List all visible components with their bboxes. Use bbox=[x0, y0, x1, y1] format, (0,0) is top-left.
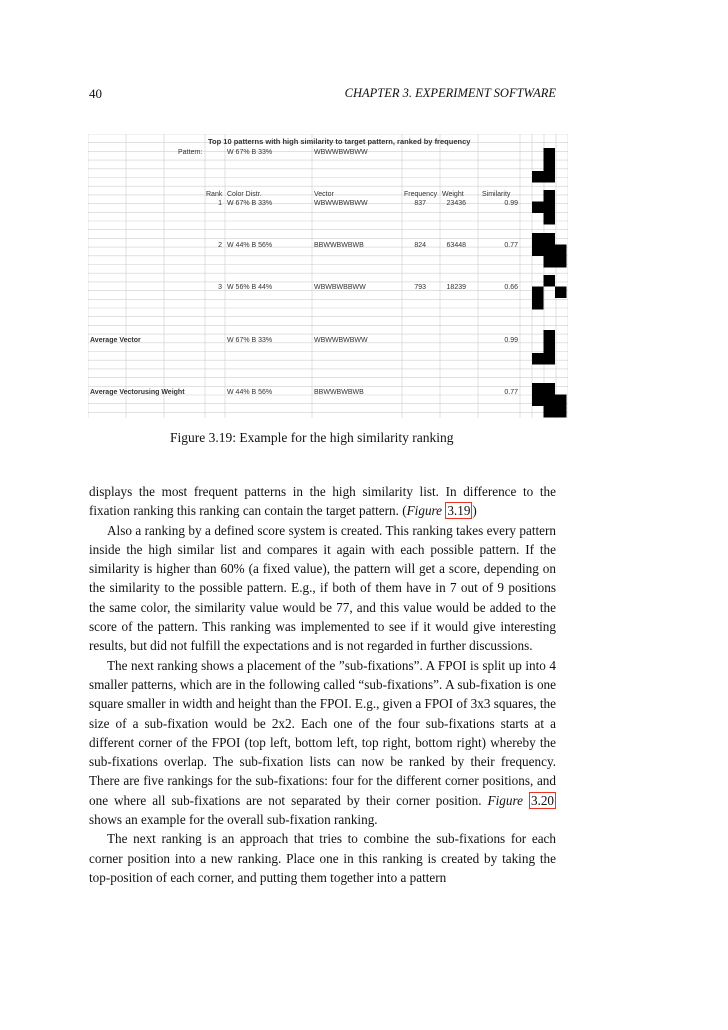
pattern-cell bbox=[532, 233, 544, 245]
row1-weight: 23436 bbox=[446, 200, 466, 207]
row3-similarity: 0.66 bbox=[504, 284, 518, 291]
spreadsheet-figure bbox=[88, 134, 568, 418]
row1-similarity: 0.99 bbox=[504, 200, 518, 207]
pattern-cell bbox=[532, 383, 544, 395]
header-weight: Weight bbox=[442, 191, 464, 198]
figure-ref-3-19[interactable]: 3.19 bbox=[447, 503, 471, 519]
pattern-cell bbox=[544, 160, 556, 172]
figure-ref-3-20[interactable]: 3.20 bbox=[530, 792, 555, 808]
avg-weight-vector: BBWWBWBWB bbox=[314, 389, 364, 396]
pattern-vector: WBWWBWBWW bbox=[314, 149, 368, 156]
pattern-cell bbox=[544, 353, 556, 365]
row2-frequency: 824 bbox=[414, 242, 426, 249]
row1-vector: WBWWBWBWW bbox=[314, 200, 368, 207]
row3-color: W 56% B 44% bbox=[227, 284, 273, 291]
pattern-cell bbox=[555, 406, 567, 418]
pattern-cell bbox=[544, 190, 556, 202]
paragraph-3: The next ranking shows a placement of the ”sub-fixations”. A FPOI is split up into 4 smaller patterns, which are in the following called “sub-fixations”. A sub-fixation is one square smaller in width and height than the FPOI. E.g., given a FPOI of 3x3 squares, the size of a sub-fixation would be 2x2. Each one of the four sub-fixations starts at a different corner of the FPOI (top left, bottom left, top right, bottom right) whereby the sub-fixations overlap. The sub-fixation lists can now be ranked by their frequency. There are five rankings for the sub-fixations: four for the different corner positions, and one where all sub-fixations are not separated by their corner position. Figure 3.20 shows an example for the overall sub-fixation ranking. bbox=[89, 657, 556, 828]
avg-vector-vector: WBWWBWBWW bbox=[314, 337, 368, 344]
row1-color: W 67% B 33% bbox=[227, 200, 273, 207]
avg-weight-label: Average Vectorusing Weight bbox=[90, 389, 185, 396]
paragraph-1: displays the most frequent patterns in the high similarity list. In difference to the fixation ranking this ranking can contain the target pattern. (Figure 3.19 ) bbox=[89, 484, 556, 519]
pattern-cell bbox=[532, 171, 544, 183]
figure-word: Figure bbox=[406, 503, 443, 519]
row1-rank: 1 bbox=[218, 200, 222, 207]
row3-frequency: 793 bbox=[414, 284, 426, 291]
figure-word: Figure bbox=[487, 792, 523, 808]
pattern-label: Pattern: bbox=[178, 149, 203, 156]
pattern-cell bbox=[555, 256, 567, 268]
pattern-color: W 67% B 33% bbox=[227, 149, 273, 156]
pattern-cell bbox=[532, 298, 544, 310]
header-color: Color Distr. bbox=[227, 191, 262, 198]
spreadsheet-grid bbox=[88, 134, 568, 418]
pattern-cell bbox=[532, 353, 544, 365]
avg-vector-similarity: 0.99 bbox=[504, 337, 518, 344]
pattern-cell bbox=[555, 245, 567, 257]
paragraph-2: Also a ranking by a defined score system is created. This ranking takes every pattern inside the high similar list and compares it again with each possible pattern. If the similarity is higher than 60% (a fixed value), the pattern will get a score, depending on the similarity to the possible pattern. E.g., if both of them have in 7 out of 9 positions the same color, the similarity value would be 77, and this value would be added to the score of the pattern. This ranking was implemented to see if it would give interesting results, but did not fulfill the expectations and is not regarded in further discussions. bbox=[89, 522, 556, 654]
row2-vector: BBWWBWBWB bbox=[314, 242, 364, 249]
pattern-cell bbox=[532, 395, 544, 407]
pattern-cell bbox=[544, 245, 556, 257]
pattern-cell bbox=[544, 406, 556, 418]
pattern-cell bbox=[544, 171, 556, 183]
pattern-cell bbox=[555, 395, 567, 407]
header-vector: Vector bbox=[314, 191, 334, 198]
pattern-cell bbox=[544, 256, 556, 268]
page-header bbox=[89, 86, 556, 104]
pattern-cell bbox=[532, 245, 544, 257]
row3-vector: WBWBWBBWW bbox=[314, 284, 366, 291]
page-number: 40 bbox=[89, 86, 102, 101]
row3-weight: 18239 bbox=[446, 284, 466, 291]
row1-frequency: 837 bbox=[414, 200, 426, 207]
body-text bbox=[89, 482, 556, 887]
pattern-cell bbox=[544, 395, 556, 407]
paragraph-4: The next ranking is an approach that tries to combine the sub-fixations for each corner position into a new ranking. Place one in this ranking is created by taking the top-position of each corner, and putting them together into a pattern bbox=[89, 831, 556, 885]
pattern-cell bbox=[544, 275, 556, 287]
chapter-title: CHAPTER 3. EXPERIMENT SOFTWARE bbox=[344, 86, 556, 100]
pattern-cell bbox=[544, 342, 556, 354]
figure-title: Top 10 patterns with high similarity to target pattern, ranked by frequency bbox=[208, 137, 471, 146]
pattern-cell bbox=[544, 213, 556, 225]
row2-weight: 63448 bbox=[446, 242, 466, 249]
pattern-cell bbox=[544, 202, 556, 214]
pattern-cell bbox=[532, 202, 544, 214]
pattern-cell bbox=[544, 148, 556, 160]
pattern-cell bbox=[532, 287, 544, 299]
figure-caption: Figure 3.19: Example for the high similarity ranking bbox=[170, 430, 454, 445]
avg-vector-color: W 67% B 33% bbox=[227, 337, 273, 344]
row2-rank: 2 bbox=[218, 242, 222, 249]
pattern-cell bbox=[544, 383, 556, 395]
header-frequency: Frequency bbox=[404, 191, 438, 198]
pattern-blocks bbox=[532, 148, 567, 418]
row3-rank: 3 bbox=[218, 284, 222, 291]
avg-weight-color: W 44% B 56% bbox=[227, 389, 273, 396]
header-similarity: Similarity bbox=[482, 191, 511, 198]
row2-color: W 44% B 56% bbox=[227, 242, 273, 249]
avg-vector-label: Average Vector bbox=[90, 337, 141, 344]
pattern-cell bbox=[555, 287, 567, 299]
row2-similarity: 0.77 bbox=[504, 242, 518, 249]
pattern-cell bbox=[544, 330, 556, 342]
avg-weight-similarity: 0.77 bbox=[504, 389, 518, 396]
pattern-cell bbox=[544, 233, 556, 245]
header-rank: Rank bbox=[206, 191, 223, 198]
